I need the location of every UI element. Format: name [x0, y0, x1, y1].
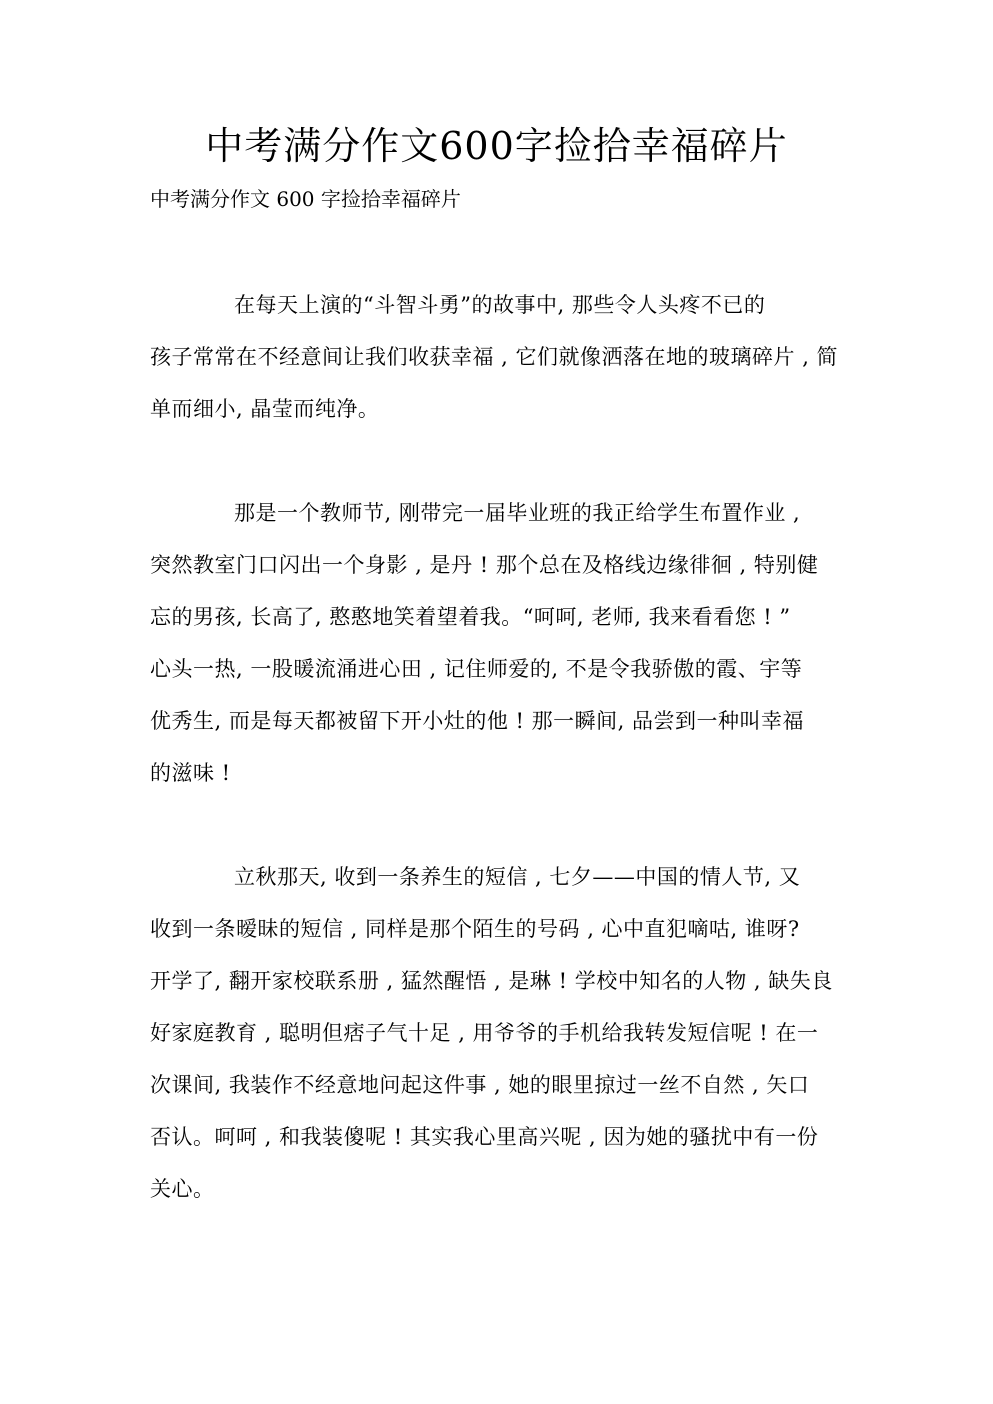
- paragraph-line: 忘的男孩, 长高了, 憨憨地笑着望着我。“呵呵, 老师, 我来看看您 ! ”: [150, 605, 791, 629]
- document-subtitle: 中考满分作文 600 字捡拾幸福碎片: [150, 187, 461, 211]
- paragraph-line: 的滋味 !: [150, 761, 231, 785]
- paragraph-line: 优秀生, 而是每天都被留下开小灶的他 ! 那一瞬间, 品尝到一种叫幸福: [150, 709, 804, 733]
- paragraph-2: [150, 487, 880, 799]
- paragraph-line: 单而细小, 晶莹而纯净。: [150, 397, 380, 421]
- paragraph-line: 否认。呵呵 , 和我装傻呢 ! 其实我心里高兴呢 , 因为她的骚扰中有一份: [150, 1125, 819, 1149]
- paragraph-line: 心头一热, 一股暖流涌进心田 , 记住师爱的, 不是令我骄傲的霞、宇等: [150, 657, 803, 681]
- paragraph-line: 在每天上演的“斗智斗勇”的故事中, 那些令人头疼不已的: [234, 293, 766, 317]
- paragraph-line: 次课间, 我装作不经意地问起这件事 , 她的眼里掠过一丝不自然 , 矢口: [150, 1073, 810, 1097]
- paragraph-line: 孩子常常在不经意间让我们收获幸福 , 它们就像洒落在地的玻璃碎片 , 简: [150, 345, 839, 369]
- paragraph-1: [150, 279, 880, 435]
- document-title: 中考满分作文600字捡拾幸福碎片: [205, 124, 788, 168]
- paragraph-line: 立秋那天, 收到一条养生的短信 , 七夕——中国的情人节, 又: [234, 865, 801, 889]
- paragraph-3: [150, 851, 880, 1215]
- paragraph-line: 关心。: [150, 1177, 215, 1201]
- paragraph-line: 那是一个教师节, 刚带完一届毕业班的我正给学生布置作业 ,: [234, 501, 801, 525]
- paragraph-line: 开学了, 翻开家校联系册 , 猛然醒悟 , 是琳 ! 学校中知名的人物 , 缺失良: [150, 969, 833, 993]
- paragraph-line: 好家庭教育 , 聪明但痞子气十足 , 用爷爷的手机给我转发短信呢 ! 在一: [150, 1021, 819, 1045]
- paragraph-line: 收到一条暧昧的短信 , 同样是那个陌生的号码 , 心中直犯嘀咕, 谁呀?: [150, 917, 800, 941]
- paragraph-line: 突然教室门口闪出一个身影 , 是丹 ! 那个总在及格线边缘徘徊 , 特别健: [150, 553, 819, 577]
